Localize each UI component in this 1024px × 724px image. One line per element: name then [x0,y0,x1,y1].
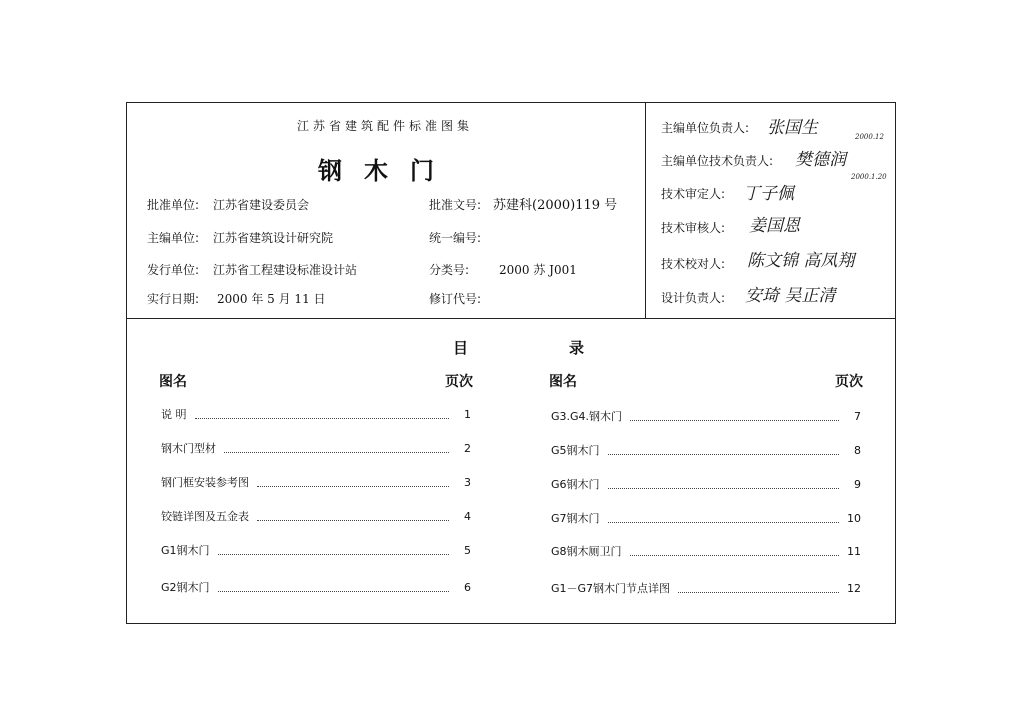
toc-item-page: 9 [854,477,861,491]
handwritten-signature: 张国生 [767,118,818,138]
toc-column-name: 图名 [159,374,187,390]
toc-leader-dots [218,583,449,592]
field-value-publisher: 江苏省工程建设标准设计站 [213,263,358,277]
toc-leader-dots [257,512,449,521]
series-title: 江苏省建筑配件标准图集 [296,119,473,133]
toc-item-name: G2钢木门 [161,581,210,594]
toc-item-page: 7 [854,409,861,423]
toc-item-page: 3 [464,475,471,489]
field-label-publisher: 发行单位: [147,263,200,277]
toc-item-page: 4 [464,509,471,523]
toc-row[interactable] [161,579,471,595]
toc-leader-dots [608,514,839,523]
toc-item-page: 6 [464,580,471,594]
toc-item-name: G3.G4.钢木门 [551,410,623,423]
field-label-revision-code: 修订代号: [429,292,482,306]
field-value-approval-no: 苏建科(2000)119 号 [493,198,618,213]
signature-date: 2000.12 [855,133,884,141]
toc-item-name: G1－G7钢木门节点详图 [551,582,671,595]
toc-item-name: G7钢木门 [551,512,600,525]
signature-role: 设计负责人: [661,291,726,305]
toc-row[interactable] [161,508,471,524]
toc-item-page: 11 [847,544,861,558]
page-title: 钢木门 [318,157,456,185]
toc-item-page: 10 [847,511,861,525]
toc-title-left: 目 [453,339,469,357]
toc-row[interactable] [551,442,861,458]
header-divider [127,318,895,319]
handwritten-signature: 陈文锦 高凤翔 [747,251,855,271]
field-label-approval-no: 批准文号: [429,198,482,212]
toc-item-page: 12 [847,581,861,595]
toc-row[interactable] [551,476,861,492]
signature-role: 技术审定人: [661,187,726,201]
toc-item-name: G8钢木厕卫门 [551,545,622,558]
field-label-unified-no: 统一编号: [429,231,482,245]
toc-item-name: G6钢木门 [551,478,600,491]
field-value-chief-editor: 江苏省建筑设计研究院 [213,231,334,245]
toc-leader-dots [630,547,839,556]
toc-leader-dots [224,444,449,453]
toc-item-page: 8 [854,443,861,457]
toc-leader-dots [608,480,839,489]
toc-item-name: 铰链详图及五金表 [161,510,249,523]
toc-column-name: 图名 [549,374,577,390]
signature-role: 主编单位负责人: [661,121,750,135]
toc-row[interactable] [161,406,471,422]
toc-row[interactable] [551,580,861,596]
toc-item-name: 说 明 [161,408,187,421]
toc-leader-dots [195,410,450,419]
toc-item-page: 2 [464,441,471,455]
signature-role: 技术校对人: [661,257,726,271]
toc-row[interactable] [161,542,471,558]
toc-row[interactable] [551,408,861,424]
signature-date: 2000.1.20 [851,173,887,181]
field-label-class-no: 分类号: [429,263,470,277]
toc-row[interactable] [551,510,861,526]
toc-leader-dots [218,546,449,555]
toc-leader-dots [608,446,839,455]
toc-leader-dots [678,584,839,593]
field-label-approver: 批准单位: [147,198,200,212]
handwritten-signature: 姜国恩 [749,216,800,236]
toc-item-name: 钢木门型材 [161,442,216,455]
toc-item-name: 钢门框安装参考图 [161,476,249,489]
handwritten-signature: 樊德润 [795,150,846,170]
toc-leader-dots [630,412,839,421]
toc-column-page: 页次 [445,374,473,390]
toc-row[interactable] [161,474,471,490]
handwritten-signature: 安琦 吴正清 [745,286,836,306]
field-value-approver: 江苏省建设委员会 [213,198,310,212]
toc-item-name: G1钢木门 [161,544,210,557]
toc-row[interactable] [161,440,471,456]
drawing-sheet [126,102,896,624]
toc-leader-dots [257,478,449,487]
toc-title-right: 录 [569,339,585,357]
signature-role: 技术审核人: [661,221,726,235]
handwritten-signature: 丁子佩 [743,184,794,204]
signature-divider [645,103,646,318]
toc-item-name: G5钢木门 [551,444,600,457]
signature-role: 主编单位技术负责人: [661,154,774,168]
field-label-chief-editor: 主编单位: [147,231,200,245]
toc-column-page: 页次 [835,374,863,390]
field-label-effective-date: 实行日期: [147,292,200,306]
toc-item-page: 5 [464,543,471,557]
toc-item-page: 1 [464,407,471,421]
toc-row[interactable] [551,543,861,559]
field-value-effective-date: 2000 年 5 月 11 日 [217,292,326,306]
field-value-class-no: 2000 苏 J001 [499,263,577,277]
